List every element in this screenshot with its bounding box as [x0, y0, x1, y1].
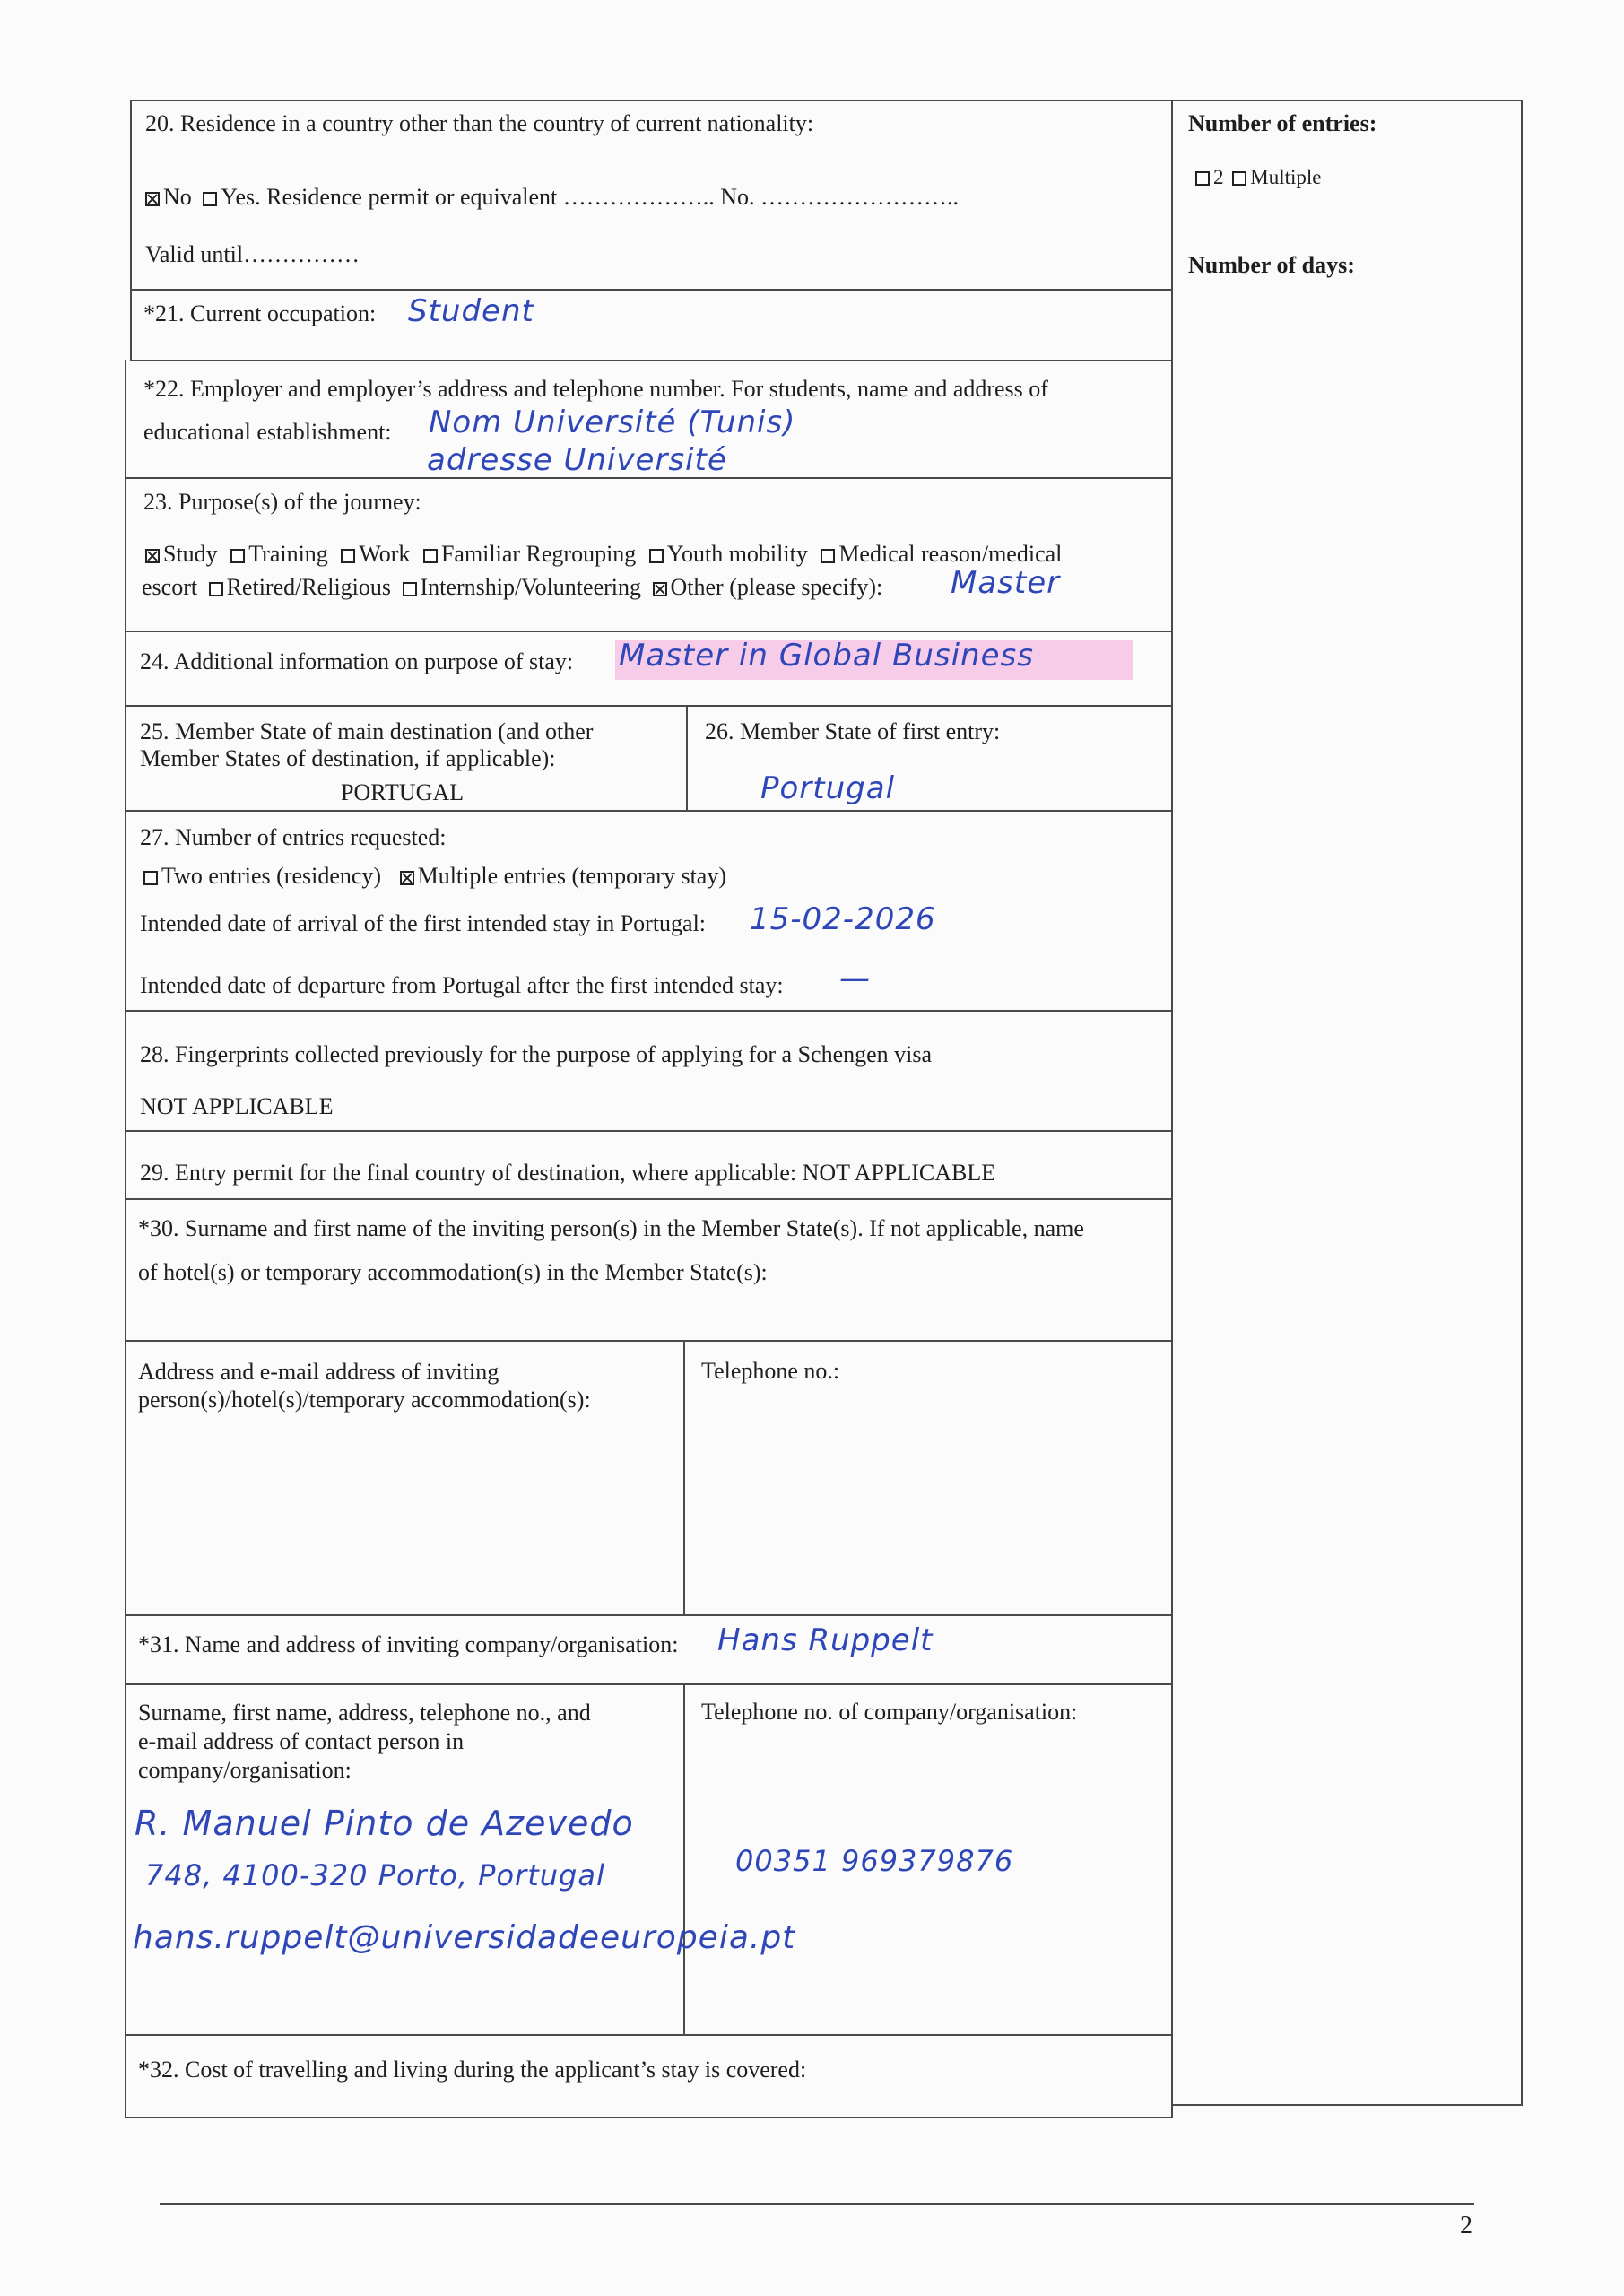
sidebar-bottom-border [1171, 2104, 1523, 2106]
familiar-label: Familiar Regrouping [440, 541, 637, 567]
sidebar-right-border [1521, 100, 1523, 2105]
contact-person-label-line3: company/organisation: [138, 1757, 352, 1783]
main-destination-label-line2: Member States of destination, if applicable): [140, 745, 556, 771]
residence-no-checkbox[interactable] [145, 192, 160, 206]
purpose-row-2 [142, 573, 882, 602]
familiar-checkbox[interactable] [423, 549, 438, 563]
page-number: 2 [1460, 2212, 1472, 2239]
residence-no-label: No [163, 184, 192, 210]
multiple-entries-checkbox[interactable] [400, 871, 414, 885]
entries-multiple-label: Multiple [1250, 166, 1322, 188]
occupation-label: *21. Current occupation: [143, 300, 377, 326]
row-divider-23 [126, 631, 1172, 632]
row-divider-31 [126, 1683, 1172, 1685]
internship-label: Internship/Volunteering [420, 574, 641, 600]
days-title: Number of days: [1188, 252, 1355, 278]
escort-label: escort [142, 574, 198, 600]
col-divider-30 [683, 1340, 685, 1615]
two-entries-checkbox[interactable] [143, 871, 158, 885]
valid-until-label: Valid until…………… [145, 241, 360, 267]
departure-label: Intended date of departure from Portugal after the first intended stay: [140, 972, 784, 998]
form-column-right-border [1171, 100, 1173, 2118]
entry-permit-text: 29. Entry permit for the final country of destination, where applicable: NOT APPLICABLE [140, 1160, 996, 1186]
youth-checkbox[interactable] [649, 549, 664, 563]
entries-multiple-checkbox[interactable] [1232, 171, 1246, 186]
additional-info-value[interactable]: Master in Global Business [619, 638, 1034, 674]
employer-label-line1: *22. Employer and employer’s address and telephone number. For students, name and address of [143, 376, 1048, 402]
table-border-left [125, 360, 126, 2118]
two-entries-label: Two entries (residency) [161, 863, 382, 889]
first-entry-label: 26. Member State of first entry: [705, 718, 1001, 744]
field-20-row [145, 183, 959, 212]
entries-2-label: 2 [1213, 166, 1224, 188]
field-20-title: 20. Residence in a country other than the country of current nationality: [145, 110, 814, 136]
row-divider-28 [126, 1130, 1172, 1132]
internship-checkbox[interactable] [403, 582, 417, 596]
medical-label: Medical reason/medical [838, 541, 1063, 567]
row-divider-30-address [126, 1614, 1172, 1616]
row-divider-31-contact [126, 2034, 1172, 2036]
work-checkbox[interactable] [341, 549, 355, 563]
employer-value-line2[interactable]: adresse Université [427, 442, 727, 478]
main-destination-label-line1: 25. Member State of main destination (and other [140, 718, 594, 744]
inviting-company-label: *31. Name and address of inviting company/organisation: [138, 1631, 679, 1657]
other-label: Other (please specify): [670, 574, 883, 600]
col-divider-31 [683, 1683, 685, 2035]
inviting-address-label-line1: Address and e-mail address of inviting [138, 1359, 499, 1385]
row-divider-27 [126, 1010, 1172, 1012]
row-divider-30 [126, 1340, 1172, 1342]
retired-label: Retired/Religious [226, 574, 392, 600]
purpose-row-1 [145, 540, 1062, 569]
main-destination-value: PORTUGAL [341, 779, 465, 805]
arrival-value[interactable]: 15-02-2026 [750, 901, 936, 937]
table-border-left-top [130, 100, 132, 361]
entries-requested-row [143, 862, 726, 891]
entries-2-checkbox[interactable] [1195, 171, 1210, 186]
study-checkbox[interactable] [145, 549, 160, 563]
contact-address-line2[interactable]: 748, 4100-320 Porto, Portugal [145, 1858, 605, 1892]
inviting-person-line2: of hotel(s) or temporary accommodation(s) in the Member State(s): [138, 1259, 768, 1285]
other-checkbox[interactable] [653, 582, 667, 596]
row-divider-25 [126, 810, 1172, 812]
arrival-label: Intended date of arrival of the first intended stay in Portugal: [140, 910, 707, 936]
cost-covered-label: *32. Cost of travelling and living during the applicant’s stay is covered: [138, 2057, 807, 2083]
company-phone-value[interactable]: 00351 969379876 [735, 1844, 1014, 1878]
employer-label-line2: educational establishment: [143, 419, 392, 445]
first-entry-value[interactable]: Portugal [760, 770, 896, 806]
inviting-address-label-line2: person(s)/hotel(s)/temporary accommodation(s): [138, 1387, 591, 1413]
inviting-person-line1: *30. Surname and first name of the inviting person(s) in the Member State(s). If not applicable, name [138, 1215, 1084, 1241]
medical-checkbox[interactable] [821, 549, 835, 563]
entries-title: Number of entries: [1188, 110, 1377, 136]
fingerprints-value: NOT APPLICABLE [140, 1093, 334, 1119]
residence-yes-checkbox[interactable] [203, 192, 217, 206]
row-divider-24 [126, 705, 1172, 707]
contact-person-label-line1: Surname, first name, address, telephone no., and [138, 1700, 591, 1726]
entries-options [1195, 163, 1321, 192]
footer-rule [160, 2203, 1474, 2205]
training-checkbox[interactable] [230, 549, 245, 563]
employer-value-line1[interactable]: Nom Université (Tunis) [429, 404, 796, 440]
table-bottom-border [125, 2117, 1173, 2118]
inviting-company-value[interactable]: Hans Ruppelt [717, 1622, 934, 1658]
training-label: Training [248, 541, 328, 567]
contact-address-line1[interactable]: R. Manuel Pinto de Azevedo [135, 1804, 634, 1843]
purpose-title: 23. Purpose(s) of the journey: [143, 489, 421, 515]
retired-checkbox[interactable] [209, 582, 223, 596]
additional-info-label: 24. Additional information on purpose of stay: [140, 648, 574, 674]
inviting-telephone-label: Telephone no.: [701, 1358, 840, 1384]
row-divider-21 [130, 360, 1172, 361]
col-divider-25-26 [686, 705, 688, 811]
multiple-entries-label: Multiple entries (temporary stay) [417, 863, 726, 889]
other-purpose-value[interactable]: Master [951, 565, 1061, 601]
entries-requested-title: 27. Number of entries requested: [140, 824, 447, 850]
row-divider-29 [126, 1198, 1172, 1200]
study-label: Study [163, 541, 218, 567]
residence-yes-label: Yes. Residence permit or equivalent ……………….. No. …………………….. [221, 184, 960, 210]
contact-email[interactable]: hans.ruppelt@universidadeeuropeia.pt [133, 1919, 796, 1956]
fingerprints-title: 28. Fingerprints collected previously for the purpose of applying for a Schengen visa [140, 1041, 933, 1067]
contact-person-label-line2: e-mail address of contact person in [138, 1728, 465, 1754]
table-top-border [130, 100, 1523, 101]
work-label: Work [359, 541, 411, 567]
row-divider-20 [130, 289, 1172, 291]
youth-label: Youth mobility [666, 541, 808, 567]
departure-value[interactable]: — [839, 961, 871, 996]
company-telephone-label: Telephone no. of company/organisation: [701, 1699, 1078, 1725]
occupation-value[interactable]: Student [408, 293, 534, 329]
